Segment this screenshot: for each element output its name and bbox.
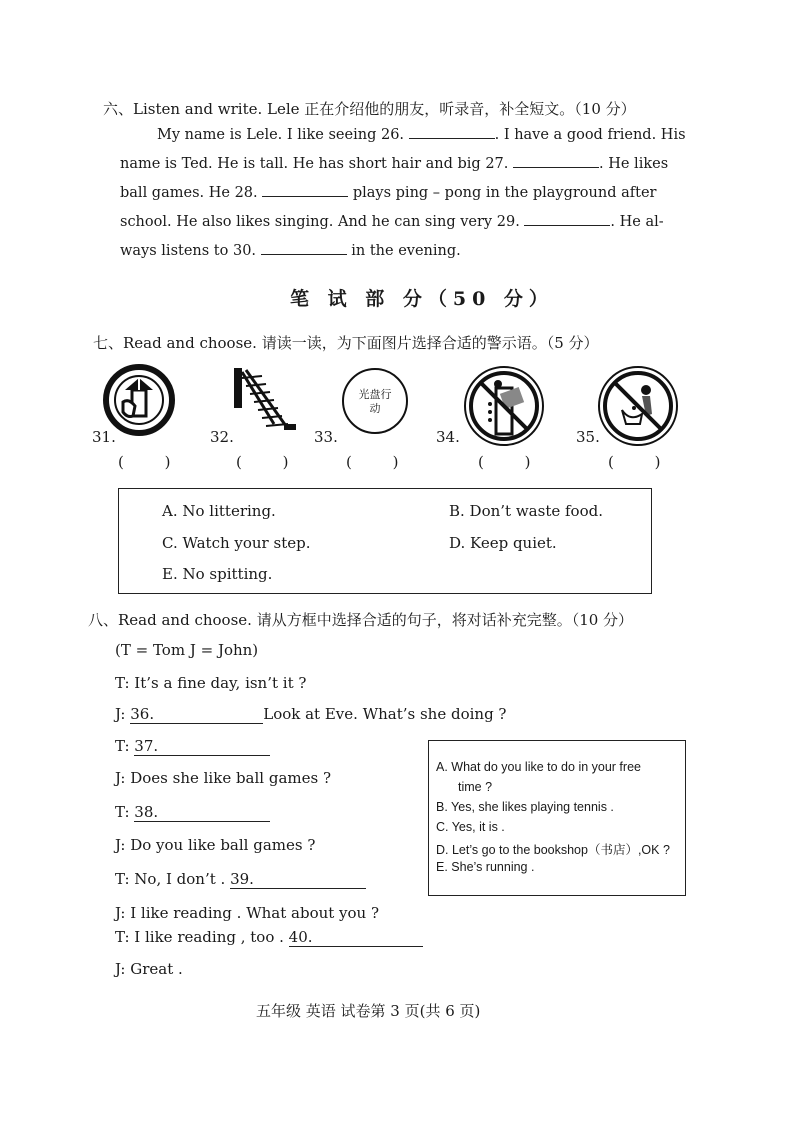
item-35-answer[interactable]: ( ) [608, 453, 679, 471]
blank-40[interactable]: 40. [289, 928, 423, 947]
item-32-answer[interactable]: ( ) [236, 453, 307, 471]
item-34-answer[interactable]: ( ) [478, 453, 549, 471]
item-35-number: 35. [576, 428, 600, 446]
dialog-line-4: J: Does she like ball games ? [115, 769, 332, 787]
option-d: D. Keep quiet. [449, 534, 557, 552]
dialog-line-1: T: It’s a fine day, isn’t it ? [115, 674, 307, 692]
choice-c: C. Yes, it is . [436, 820, 505, 834]
item-31-answer[interactable]: ( ) [118, 453, 189, 471]
dialog-line-10: J: Great . [115, 960, 183, 978]
dialog-line-8: J: I like reading . What about you ? [115, 904, 380, 922]
blank-30[interactable] [261, 239, 347, 255]
dialog-line-9: T: I like reading , too . 40. [115, 928, 423, 947]
sign-text: 光盘行动 [358, 388, 392, 415]
section-6-header: 六、Listen and write. Lele 正在介绍他的朋友，听录音，补全短文。（10 分） [103, 100, 636, 118]
blank-37[interactable]: 37. [134, 737, 270, 756]
item-31-number: 31. [92, 428, 116, 446]
no-littering-sign-icon [462, 364, 546, 452]
item-34-number: 34. [436, 428, 460, 446]
option-b: B. Don’t waste food. [449, 502, 603, 520]
option-e: E. No spitting. [162, 565, 273, 583]
blank-29[interactable] [524, 210, 610, 226]
blank-36[interactable]: 36. [130, 705, 263, 724]
dialog-line-3: T: 37. [115, 737, 270, 756]
written-section-title: 笔 试 部 分（50 分） [290, 288, 554, 310]
item-33-number: 33. [314, 428, 338, 446]
section-7-header: 七、Read and choose. 请读一读，为下面图片选择合适的警示语。（5 分） [93, 334, 599, 352]
choice-d: D. Let’s go to the bookshop（书店）,OK ? [436, 843, 670, 857]
passage-line-1: My name is Lele. I like seeing 26. . I have a good friend. His [157, 121, 686, 150]
dialog-line-7: T: No, I don’t . 39. [115, 870, 366, 889]
no-spitting-sign-icon [596, 364, 680, 452]
passage-line-4: school. He also likes singing. And he can sing very 29. . He al- [120, 208, 664, 237]
item-33-answer[interactable]: ( ) [346, 453, 417, 471]
blank-28[interactable] [262, 181, 348, 197]
choice-a-cont: time ? [458, 780, 493, 794]
passage-line-5: ways listens to 30. in the evening. [120, 237, 461, 266]
dialog-line-5: T: 38. [115, 803, 270, 822]
blank-39[interactable]: 39. [230, 870, 366, 889]
option-a: A. No littering. [162, 502, 276, 520]
option-c: C. Watch your step. [162, 534, 311, 552]
stairs-step-icon [228, 366, 300, 442]
blank-38[interactable]: 38. [134, 803, 270, 822]
speaker-legend: (T = Tom J = John) [115, 641, 259, 659]
passage-line-3: ball games. He 28. plays ping – pong in the playground after [120, 179, 656, 208]
blank-27[interactable] [513, 152, 599, 168]
choice-b: B. Yes, she likes playing tennis . [436, 800, 614, 814]
choice-a: A. What do you like to do in your free [436, 760, 641, 774]
choice-e: E. She’s running . [436, 860, 535, 874]
dialog-line-6: J: Do you like ball games ? [115, 836, 316, 854]
page-footer: 五年级 英语 试卷第 3 页(共 6 页) [256, 1002, 481, 1020]
item-32-number: 32. [210, 428, 234, 446]
section-8-header: 八、Read and choose. 请从方框中选择合适的句子，将对话补充完整。（10 分） [88, 611, 634, 629]
blank-26[interactable] [409, 123, 495, 139]
passage-line-2: name is Ted. He is tall. He has short hair and big 27. . He likes [120, 150, 668, 179]
dialog-line-2: J: 36. Look at Eve. What’s she doing ? [115, 705, 507, 723]
